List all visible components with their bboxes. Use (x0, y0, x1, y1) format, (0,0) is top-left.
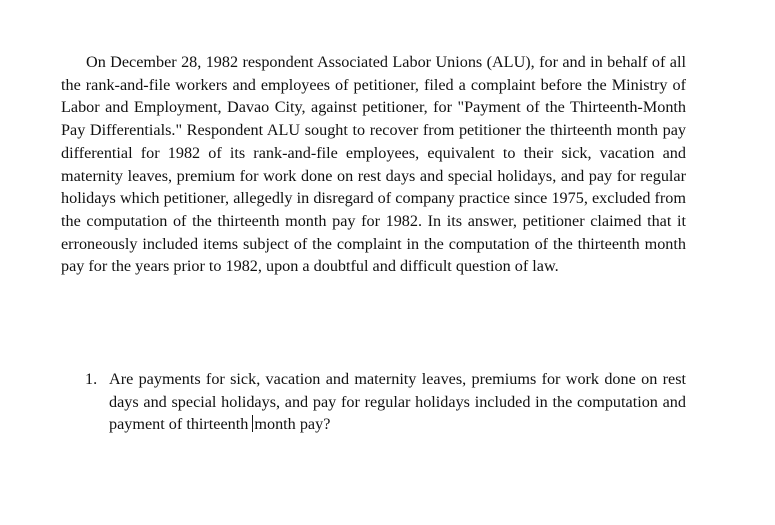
issues-list (61, 368, 686, 436)
body-paragraph[interactable]: On December 28, 1982 respondent Associated Labor Unions (ALU), for and in behalf of all the rank-and-file workers and employees of petitioner, filed a complaint before the Ministry of Labor and Employment, Davao City, against petitioner, for "Payment of the Thirteenth-Month Pay Differentials." Respondent ALU sought to recover from petitioner the thirteenth month pay differential for 1982 of its rank-and-file employees, equivalent to their sick, vacation and maternity leaves, premium for work done on rest days and special holidays, and pay for regular holidays which petitioner, allegedly in disregard of company practice since 1975, excluded from the computation of the thirteenth month pay for 1982. In its answer, petitioner claimed that it erroneously included items subject of the complaint in the computation of the thirteenth month pay for the years prior to 1982, upon a doubtful and difficult question of law. (61, 53, 686, 276)
list-item[interactable] (61, 368, 686, 436)
list-item-text-before-cursor[interactable]: Are payments for sick, vacation and maternity leaves, premiums for work done on rest days and special holidays, and pay for regular holidays included in the computation and payment of thirteenth (109, 370, 686, 434)
list-item-text-after-cursor[interactable]: month pay? (254, 415, 331, 434)
list-item-number: 1. (85, 370, 98, 388)
